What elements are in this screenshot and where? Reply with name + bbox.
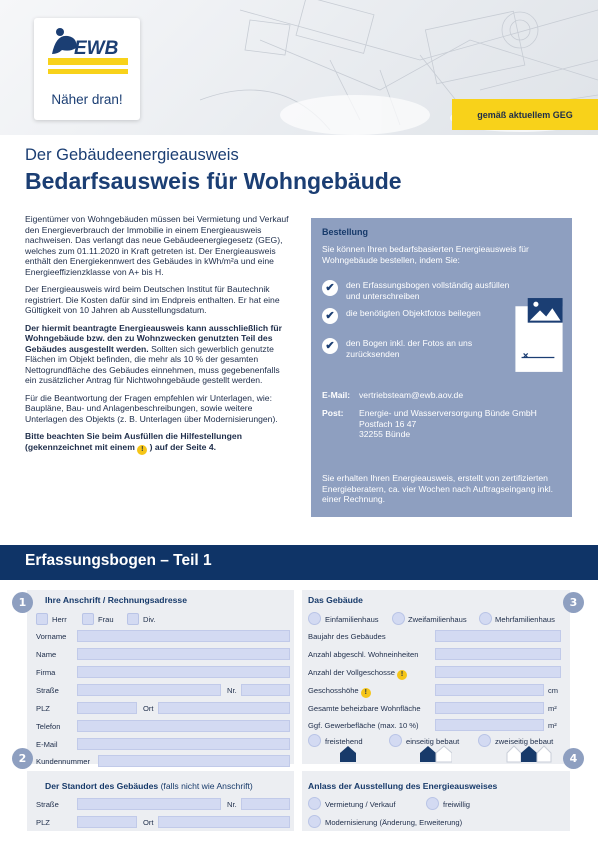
email-link[interactable]: vertriebsteam@ewb.aov.de (359, 390, 464, 400)
intro-text (25, 214, 293, 462)
standort-ort-input[interactable] (158, 816, 290, 828)
ort-label: Ort (143, 704, 154, 713)
section-number-1: 1 (12, 592, 33, 613)
order-step: ✔ den Bogen inkl. der Fotos an uns zurücksenden (322, 338, 517, 359)
intro-hint-a: Bitte beachten Sie beim Ausfüllen die Hilfestellungen (gekennzeichnet mit einem (25, 431, 242, 452)
field-label: Gesamte beheizbare Wohnfläche (308, 704, 421, 713)
standort-hausnummer-input[interactable] (241, 798, 290, 810)
field-label: Anzahl abgeschl. Wohneinheiten (308, 650, 419, 659)
field-label: Geschosshöhe ! (308, 686, 371, 698)
kundennummer-input[interactable] (98, 755, 290, 767)
gewerbeflaeche-input[interactable] (435, 719, 544, 731)
strasse-input[interactable] (77, 684, 221, 696)
intro-paragraph-3-rest: Sollten sich gewerblich genutzte Flächen im Objekt befinden, die mehr als 10 % der gesamten Nettogrundfläche des Gebäudes einnehmen, muss gegebenenfalls ein zusätzlicher Antrag für Nichtwohngebäude gestellt werden. (25, 343, 280, 385)
reason-freiwillig-radio[interactable] (426, 797, 439, 810)
salutation-div-checkbox[interactable] (127, 613, 139, 625)
check-icon: ✔ (322, 280, 338, 296)
reason-vermietung-radio[interactable] (308, 797, 321, 810)
order-step: ✔ die benötigten Objektfotos beilegen (322, 308, 517, 319)
house-freistehend-icon (338, 745, 358, 763)
intro-hint-b: ) auf der Seite 4. (147, 441, 217, 452)
standort-strasse-input[interactable] (77, 798, 221, 810)
field-label: Straße (36, 800, 59, 809)
post-label: Post: (322, 408, 344, 418)
section-reason-title: Anlass der Ausstellung des Energieausweises (308, 781, 498, 791)
house-einseitig-icon (418, 745, 452, 763)
field-label: Anzahl der Vollgeschosse ! (308, 668, 407, 680)
section-number-3: 3 (563, 592, 584, 613)
order-step: ✔ den Erfassungsbogen vollständig ausfüllen und unterschreiben (322, 280, 517, 301)
order-heading: Bestellung (322, 227, 369, 237)
unit-m2: m² (548, 721, 557, 730)
type-label: Zweifamilienhaus (408, 615, 467, 624)
ort-input[interactable] (158, 702, 290, 714)
house-zweiseitig-icon (506, 745, 552, 763)
nr-label: Nr. (227, 800, 237, 809)
position-label: zweiseitig bebaut (495, 737, 554, 746)
help-icon: ! (361, 688, 371, 698)
intro-paragraph-1: Eigentümer von Wohngebäuden müssen bei Vermietung und Verkauf den Energieverbrauch der Immobilie in einem Energieausweis nachweisen. Das verlangt das neue Gebäudeenergiegesetz (GEG), welches zum 01.11.2020 in Kraft getreten ist. Der Energieausweis enthält den Energiekennwert des Gebäudes in kWh/m²a und eine Energieeffizienzklasse von A+ bis H. (25, 214, 289, 277)
slogan: Näher dran! (51, 92, 123, 107)
field-label: Firma (36, 668, 56, 677)
hausnummer-input[interactable] (241, 684, 290, 696)
position-label: einseitig bebaut (406, 737, 460, 746)
order-box (311, 218, 572, 517)
field-label: Telefon (36, 722, 61, 731)
intro-paragraph-2: Der Energieausweis wird beim Deutschen Institut für Bautechnik registriert. Die Kosten dafür sind im Endpreis enthalten. Er hat eine Gültigkeit von 10 Jahren ab Ausstellungsdatum. (25, 284, 280, 315)
check-icon: ✔ (322, 338, 338, 354)
email-input[interactable] (77, 738, 290, 750)
position-einseitig-radio[interactable] (389, 734, 402, 747)
vollgeschosse-input[interactable] (435, 666, 561, 678)
field-label: Name (36, 650, 57, 659)
field-label: Vorname (36, 632, 67, 641)
telefon-input[interactable] (77, 720, 290, 732)
order-footer: Sie erhalten Ihren Energieausweis, erstellt von zertifizierten Energieberatern, ca. vier Wochen nach Auftragseingang inkl. einer Rechnung. (322, 473, 554, 504)
post-address: Energie- und Wasserversorgung Bünde GmbH Postfach 16 47 32255 Bünde (359, 408, 537, 439)
page-subtitle: Der Gebäudeenergieausweis (25, 146, 239, 164)
unit-m2: m² (548, 704, 557, 713)
email-label: E-Mail: (322, 390, 351, 400)
intro-paragraph-4: Für die Beantwortung der Fragen empfehlen wir Unterlagen, wie: Baupläne, Bau- und Anlagenbeschreibungen, sowie weitere Unterlagen des Objekts (z. B. Unterlagen über Modernisierungen). (25, 392, 278, 424)
plz-input[interactable] (77, 702, 137, 714)
salutation-frau-label: Frau (98, 615, 114, 624)
position-zweiseitig-radio[interactable] (478, 734, 491, 747)
salutation-herr-label: Herr (52, 615, 67, 624)
firma-input[interactable] (77, 666, 290, 678)
reason-label: Vermietung / Verkauf (325, 800, 396, 809)
field-label: PLZ (36, 818, 50, 827)
name-input[interactable] (77, 648, 290, 660)
wohnflaeche-input[interactable] (435, 702, 544, 714)
warning-icon: ! (137, 445, 147, 455)
section-number-4: 4 (563, 748, 584, 769)
check-icon: ✔ (322, 308, 338, 324)
field-label: Kundennummer (36, 757, 91, 766)
position-label: freistehend (325, 737, 363, 746)
form-section-band (0, 545, 598, 580)
salutation-frau-checkbox[interactable] (82, 613, 94, 625)
type-zweifamilienhaus-radio[interactable] (392, 612, 405, 625)
salutation-herr-checkbox[interactable] (36, 613, 48, 625)
field-label: E-Mail (36, 740, 58, 749)
section-number-2: 2 (12, 748, 33, 769)
field-label: Straße (36, 686, 59, 695)
type-mehrfamilienhaus-radio[interactable] (479, 612, 492, 625)
intro-paragraph-5 (25, 431, 293, 455)
ewb-logo (34, 18, 140, 120)
document-photo-icon (511, 296, 567, 376)
reason-label: freiwillig (443, 800, 471, 809)
type-einfamilienhaus-radio[interactable] (308, 612, 321, 625)
order-lead: Sie können Ihren bedarfsbasierten Energieausweis für Wohngebäude bestellen, indem Sie: (322, 244, 529, 265)
reason-modernisierung-radio[interactable] (308, 815, 321, 828)
standort-plz-input[interactable] (77, 816, 137, 828)
geschosshoehe-input[interactable] (435, 684, 544, 696)
intro-paragraph-3-bold: Der hiermit beantragte Energieausweis kann ausschließlich für Wohngebäude bzw. den zu Wohnzwecken genutzten Teil des Gebäudes ausgestellt werden. (25, 322, 282, 354)
geg-badge: gemäß aktuellem GEG (452, 99, 598, 130)
section-address-title: Ihre Anschrift / Rechnungsadresse (45, 595, 187, 605)
ort-label: Ort (143, 818, 154, 827)
help-icon: ! (397, 670, 407, 680)
ewb-logo-mark (34, 18, 140, 88)
wohneinheiten-input[interactable] (435, 648, 561, 660)
intro-paragraph-3 (25, 323, 293, 386)
type-label: Einfamilienhaus (325, 615, 379, 624)
unit-cm: cm (548, 686, 558, 695)
position-freistehend-radio[interactable] (308, 734, 321, 747)
type-label: Mehrfamilienhaus (495, 615, 555, 624)
nr-label: Nr. (227, 686, 237, 695)
salutation-div-label: Div. (143, 615, 156, 624)
baujahr-input[interactable] (435, 630, 561, 642)
field-label: Ggf. Gewerbefläche (max. 10 %) (308, 721, 419, 730)
logo-text: EWB (74, 38, 119, 59)
page-title: Bedarfsausweis für Wohngebäude (25, 168, 402, 194)
order-email (322, 390, 463, 401)
reason-label: Modernisierung (Änderung, Erweiterung) (325, 818, 463, 827)
section-building-title: Das Gebäude (308, 595, 363, 605)
form-title: Erfassungsbogen – Teil 1 (25, 552, 212, 569)
section-location-title: Der Standort des Gebäudes (falls nicht wie Anschrift) (45, 781, 253, 791)
vorname-input[interactable] (77, 630, 290, 642)
field-label: PLZ (36, 704, 50, 713)
field-label: Baujahr des Gebäudes (308, 632, 386, 641)
